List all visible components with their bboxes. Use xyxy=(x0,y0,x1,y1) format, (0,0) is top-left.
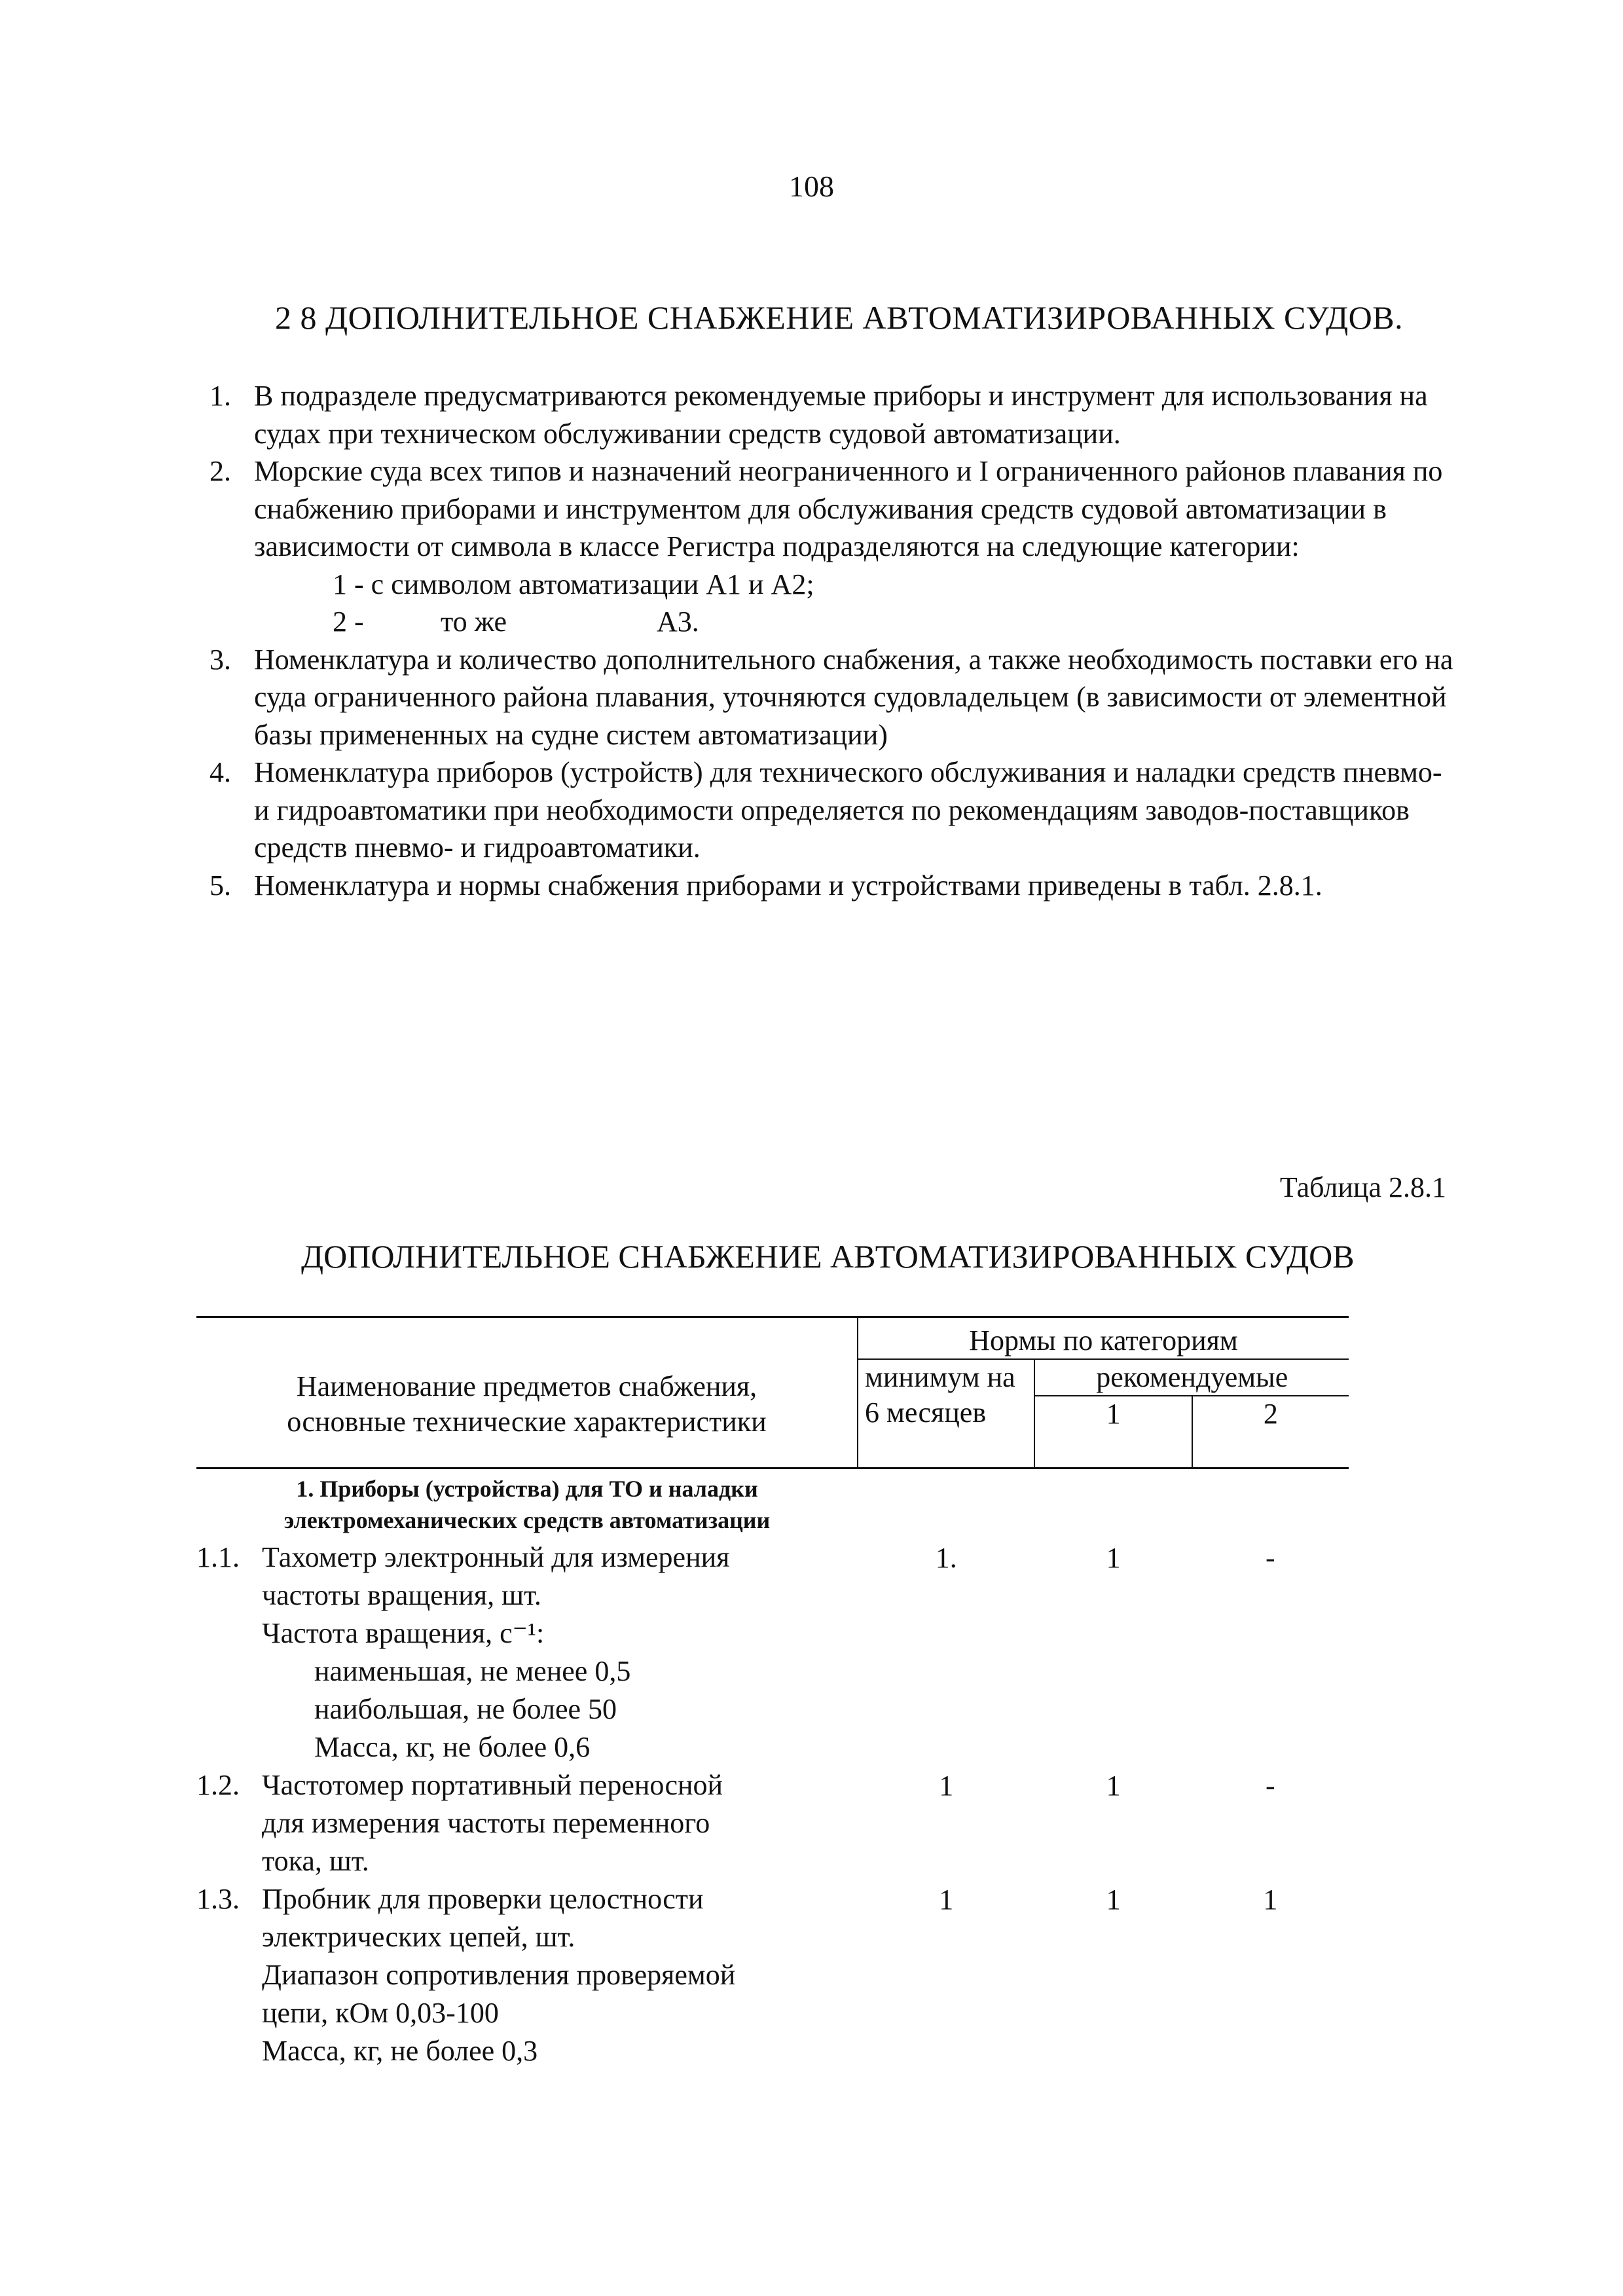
item-text: В подразделе предусматриваются рекомендуемые приборы и инструмент для использования на судах при техническом обслуживании средств судовой автоматизации. xyxy=(254,380,1428,450)
item-text: Номенклатура приборов (устройств) для технического обслуживания и наладки средств пневмо- и гидроавтоматики при необходимости определяется по рекомендациям заводов-поставщиков средств пневмо- и гидроавтоматики. xyxy=(254,756,1442,864)
item-text: Номенклатура и количество дополнительного снабжения, а также необходимость поставки его на суда ограниченного района плавания, уточняются судовладельцем (в зависимости от элементной базы примененных на судне систем автоматизации) xyxy=(254,643,1453,751)
row-spec: цепи, кОм 0,03-100 xyxy=(262,1997,499,2029)
table-reference: Таблица 2.8.1 xyxy=(1279,1171,1446,1203)
header-category-2: 2 xyxy=(1192,1396,1349,1468)
row-spec: Диапазон сопротивления проверяемой xyxy=(262,1959,736,1991)
cell-category-2: - xyxy=(1266,1542,1275,1574)
row-title: Пробник для проверки целостности xyxy=(262,1883,704,1915)
list-item xyxy=(210,867,1453,905)
category-ditto: то же xyxy=(441,606,507,638)
section-title: 2 8 ДОПОЛНИТЕЛЬНОЕ СНАБЖЕНИЕ АВТОМАТИЗИРОВАННЫХ СУДОВ. xyxy=(275,299,1404,336)
list-item xyxy=(210,452,1453,641)
supply-table xyxy=(196,1316,1349,2070)
cell-minimum: 1. xyxy=(935,1542,957,1574)
item-number: 2. xyxy=(210,455,231,487)
cell-minimum: 1 xyxy=(939,1884,954,1916)
header-norms: Нормы по категориям xyxy=(858,1317,1349,1360)
cell-category-1: 1 xyxy=(1106,1770,1121,1802)
item-number: 5. xyxy=(210,869,231,902)
row-title: Тахометр электронный для измерения xyxy=(262,1541,730,1573)
category-line-2 xyxy=(254,603,1453,641)
row-number: 1.1. xyxy=(196,1541,240,1573)
item-text: Номенклатура и нормы снабжения приборами и устройствами приведены в табл. 2.8.1. xyxy=(254,869,1322,902)
header-name-line1: Наименование предметов снабжения, xyxy=(296,1370,757,1402)
cell-category-2: 1 xyxy=(1263,1884,1278,1916)
row-spec: Масса, кг, не более 0,6 xyxy=(314,1731,591,1763)
cell-category-2: - xyxy=(1266,1770,1275,1802)
row-title-cont: для измерения частоты переменного xyxy=(262,1807,710,1839)
list-item xyxy=(210,641,1453,754)
table-row xyxy=(196,1539,1349,1766)
item-number: 3. xyxy=(210,643,231,676)
row-title-cont: электрических цепей, шт. xyxy=(262,1921,575,1953)
row-number: 1.3. xyxy=(196,1883,240,1915)
header-name-line2: основные технические характеристики xyxy=(287,1406,767,1438)
list-item xyxy=(210,377,1453,452)
row-number: 1.2. xyxy=(196,1769,240,1801)
header-minimum: минимум на 6 месяцев xyxy=(858,1359,1034,1468)
cell-minimum: 1 xyxy=(939,1770,954,1802)
row-title-cont: тока, шт. xyxy=(262,1845,369,1877)
page-number: 108 xyxy=(789,170,834,203)
row-spec: Масса, кг, не более 0,3 xyxy=(262,2035,538,2067)
table-title: ДОПОЛНИТЕЛЬНОЕ СНАБЖЕНИЕ АВТОМАТИЗИРОВАННЫХ СУДОВ xyxy=(301,1238,1355,1275)
table-row xyxy=(196,1766,1349,1880)
category-line-1 xyxy=(254,566,1453,604)
list-item xyxy=(210,754,1453,867)
cell-category-1: 1 xyxy=(1106,1884,1121,1916)
cell-category-1: 1 xyxy=(1106,1542,1121,1574)
table-row xyxy=(196,1880,1349,2070)
item-number: 1. xyxy=(210,380,231,412)
row-spec: наибольшая, не более 50 xyxy=(314,1693,617,1725)
category-symbol: А3. xyxy=(657,606,699,638)
numbered-list xyxy=(210,377,1453,904)
category-number: 2 - xyxy=(333,606,364,638)
row-title: Частотомер портативный переносной xyxy=(262,1769,723,1801)
group-heading: 1. Приборы (устройства) для ТО и наладки электромеханических средств автоматизации xyxy=(283,1476,771,1533)
row-title-cont: частоты вращения, шт. xyxy=(262,1579,541,1611)
item-text: Морские суда всех типов и назначений неограниченного и I ограниченного районов плавания по снабжению приборами и инструментом для обслуживания средств судовой автоматизации в зависимости от символа в классе Регистра подразделяются на следующие категории: xyxy=(254,455,1443,562)
header-category-1: 1 xyxy=(1034,1396,1192,1468)
header-recommended: рекомендуемые xyxy=(1034,1359,1349,1396)
row-spec: Частота вращения, с⁻¹: xyxy=(262,1617,545,1649)
item-number: 4. xyxy=(210,756,231,788)
row-spec: наименьшая, не менее 0,5 xyxy=(314,1655,631,1687)
header-name xyxy=(196,1317,858,1468)
category-text: - с символом автоматизации А1 и А2; xyxy=(354,568,814,600)
category-number: 1 xyxy=(333,568,347,600)
